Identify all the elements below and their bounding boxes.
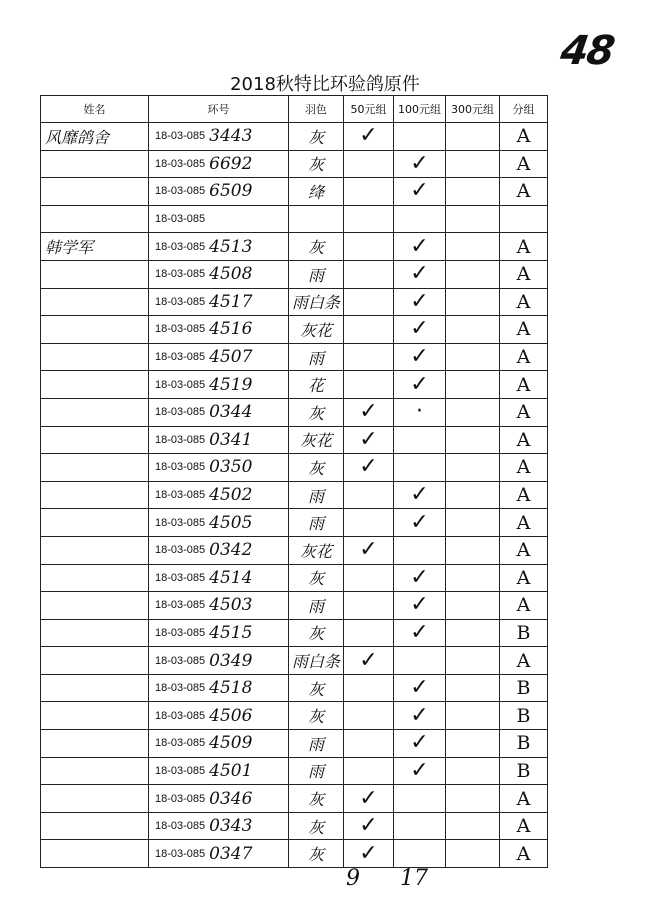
owner-name-cell [41, 592, 149, 620]
group-100-check [394, 536, 446, 564]
ring-number-cell [149, 398, 289, 426]
ring-number-cell [149, 454, 289, 482]
group-300-check [446, 288, 500, 316]
table-row [41, 260, 548, 288]
table-row [41, 509, 548, 537]
owner-name-cell [41, 619, 149, 647]
feather-color-cell: 灰 [289, 398, 344, 426]
ring-suffix: 3443 [209, 126, 253, 147]
feather-color-cell: 雨白条 [289, 288, 344, 316]
group-50-check: ✓ [344, 840, 394, 868]
group-300-check [446, 233, 500, 261]
page-title: 2018秋特比环验鸽原件 [230, 74, 420, 95]
group-50-check [344, 260, 394, 288]
group-300-check [446, 398, 500, 426]
ring-number-cell [149, 730, 289, 758]
group-50-check [344, 288, 394, 316]
table-row [41, 619, 548, 647]
ring-number-cell [149, 564, 289, 592]
group-50-check [344, 619, 394, 647]
owner-name-cell [41, 674, 149, 702]
ring-suffix: 0344 [209, 402, 253, 423]
group-300-check [446, 150, 500, 178]
feather-color-cell: 灰 [289, 785, 344, 813]
feather-color-cell: 雨 [289, 509, 344, 537]
group-50-check: ✓ [344, 785, 394, 813]
ring-prefix: 18-03-085 [155, 130, 206, 143]
feather-color-cell: 灰 [289, 123, 344, 151]
feather-color-cell: 灰 [289, 619, 344, 647]
group-300-check [446, 536, 500, 564]
feather-color-cell: 灰 [289, 674, 344, 702]
header-ring: 环号 [149, 96, 289, 123]
ring-suffix: 4505 [209, 512, 253, 533]
table-row [41, 840, 548, 868]
table-row [41, 785, 548, 813]
feather-color-cell: 灰 [289, 564, 344, 592]
ring-prefix: 18-03-085 [155, 157, 206, 170]
feather-color-cell: 灰 [289, 812, 344, 840]
ring-suffix: 4517 [209, 291, 253, 312]
ring-number-cell [149, 316, 289, 344]
group-50-check [344, 702, 394, 730]
feather-color-cell: 雨 [289, 730, 344, 758]
group-50-check [344, 592, 394, 620]
feather-color-cell: 雨 [289, 343, 344, 371]
ring-suffix: 4507 [209, 347, 253, 368]
group-letter-cell [500, 205, 548, 233]
owner-name-cell [41, 316, 149, 344]
ring-suffix: 0347 [209, 843, 253, 864]
table-row [41, 730, 548, 758]
group-100-check [394, 454, 446, 482]
ring-number-cell [149, 619, 289, 647]
feather-color-cell: 灰 [289, 233, 344, 261]
ring-prefix: 18-03-085 [155, 571, 206, 584]
ring-prefix: 18-03-085 [155, 406, 206, 419]
table-row [41, 205, 548, 233]
table-row [41, 123, 548, 151]
ring-suffix: 4514 [209, 567, 253, 588]
group-50-check: ✓ [344, 536, 394, 564]
group-100-check: · [394, 398, 446, 426]
group-100-check [394, 840, 446, 868]
ring-suffix: 6509 [209, 181, 253, 202]
group-300-check [446, 840, 500, 868]
ring-prefix: 18-03-085 [155, 709, 206, 722]
ring-prefix: 18-03-085 [155, 268, 206, 281]
group-letter-cell: A [500, 426, 548, 454]
ring-prefix: 18-03-085 [155, 213, 206, 226]
group-100-check: ✓ [394, 178, 446, 206]
ring-suffix: 4503 [209, 595, 253, 616]
ring-suffix: 0341 [209, 429, 253, 450]
group-letter-cell: A [500, 647, 548, 675]
group-100-check: ✓ [394, 316, 446, 344]
owner-name-cell [41, 536, 149, 564]
owner-name-cell [41, 812, 149, 840]
group-50-check: ✓ [344, 426, 394, 454]
group-50-check [344, 674, 394, 702]
group-letter-cell: A [500, 785, 548, 813]
group-50-check [344, 178, 394, 206]
ring-number-cell [149, 840, 289, 868]
group-letter-cell: A [500, 150, 548, 178]
ring-prefix: 18-03-085 [155, 847, 206, 860]
ring-number-cell [149, 509, 289, 537]
owner-name-cell [41, 730, 149, 758]
ring-number-cell [149, 123, 289, 151]
group-letter-cell: B [500, 702, 548, 730]
ring-prefix: 18-03-085 [155, 682, 206, 695]
group-300-check [446, 260, 500, 288]
ring-prefix: 18-03-085 [155, 626, 206, 639]
table-row [41, 316, 548, 344]
feather-color-cell [289, 205, 344, 233]
header-name: 姓名 [41, 96, 149, 123]
ring-number-cell [149, 592, 289, 620]
group-100-check: ✓ [394, 702, 446, 730]
header-color: 羽色 [289, 96, 344, 123]
group-100-check [394, 205, 446, 233]
table-row [41, 481, 548, 509]
ring-prefix: 18-03-085 [155, 323, 206, 336]
owner-name-cell [41, 371, 149, 399]
ring-prefix: 18-03-085 [155, 792, 206, 805]
group-300-check [446, 426, 500, 454]
group-100-check [394, 647, 446, 675]
group-50-check [344, 343, 394, 371]
owner-name-cell [41, 840, 149, 868]
header-300: 300元组 [446, 96, 500, 123]
group-letter-cell: A [500, 454, 548, 482]
ring-suffix: 4513 [209, 236, 253, 257]
group-300-check [446, 205, 500, 233]
table-row [41, 564, 548, 592]
ring-suffix: 4516 [209, 319, 253, 340]
owner-name-cell [41, 178, 149, 206]
table-row [41, 454, 548, 482]
footer-count-100: 17 [400, 866, 428, 891]
group-letter-cell: A [500, 536, 548, 564]
group-300-check [446, 316, 500, 344]
table-row [41, 702, 548, 730]
group-300-check [446, 509, 500, 537]
owner-name-cell [41, 260, 149, 288]
group-letter-cell: A [500, 812, 548, 840]
owner-name-cell [41, 288, 149, 316]
feather-color-cell: 灰 [289, 702, 344, 730]
ring-prefix: 18-03-085 [155, 295, 206, 308]
ring-number-cell [149, 426, 289, 454]
group-300-check [446, 123, 500, 151]
group-letter-cell: B [500, 730, 548, 758]
ring-suffix: 4506 [209, 705, 253, 726]
table-row [41, 398, 548, 426]
ring-number-cell [149, 288, 289, 316]
ring-suffix: 4509 [209, 733, 253, 754]
group-50-check: ✓ [344, 647, 394, 675]
group-300-check [446, 647, 500, 675]
table-row [41, 674, 548, 702]
group-letter-cell: B [500, 619, 548, 647]
group-300-check [446, 757, 500, 785]
table-body [41, 123, 548, 868]
ring-suffix: 4515 [209, 622, 253, 643]
table-row [41, 371, 548, 399]
ring-number-cell [149, 343, 289, 371]
feather-color-cell: 灰花 [289, 426, 344, 454]
group-100-check: ✓ [394, 592, 446, 620]
owner-name-cell [41, 564, 149, 592]
table-row [41, 288, 548, 316]
ring-number-cell [149, 536, 289, 564]
group-letter-cell: A [500, 288, 548, 316]
owner-name-cell [41, 481, 149, 509]
feather-color-cell: 灰 [289, 150, 344, 178]
group-100-check [394, 812, 446, 840]
feather-color-cell: 绛 [289, 178, 344, 206]
group-100-check [394, 785, 446, 813]
table-row [41, 812, 548, 840]
group-100-check: ✓ [394, 288, 446, 316]
group-100-check: ✓ [394, 233, 446, 261]
group-300-check [446, 702, 500, 730]
table-row [41, 178, 548, 206]
group-300-check [446, 454, 500, 482]
group-50-check [344, 730, 394, 758]
table-row [41, 647, 548, 675]
ring-prefix: 18-03-085 [155, 185, 206, 198]
ring-suffix: 0342 [209, 540, 253, 561]
group-50-check [344, 316, 394, 344]
feather-color-cell: 灰 [289, 454, 344, 482]
table-row [41, 592, 548, 620]
group-300-check [446, 730, 500, 758]
group-50-check [344, 150, 394, 178]
owner-name-cell: 风靡鸽舍 [41, 123, 149, 151]
feather-color-cell: 雨白条 [289, 647, 344, 675]
feather-color-cell: 灰花 [289, 536, 344, 564]
group-300-check [446, 592, 500, 620]
group-100-check: ✓ [394, 674, 446, 702]
group-letter-cell: A [500, 178, 548, 206]
owner-name-cell [41, 454, 149, 482]
group-50-check [344, 233, 394, 261]
group-100-check: ✓ [394, 260, 446, 288]
ring-number-cell [149, 785, 289, 813]
table-row [41, 757, 548, 785]
ring-prefix: 18-03-085 [155, 764, 206, 777]
ring-prefix: 18-03-085 [155, 240, 206, 253]
ring-number-cell [149, 205, 289, 233]
table-row [41, 150, 548, 178]
group-100-check: ✓ [394, 564, 446, 592]
group-100-check: ✓ [394, 619, 446, 647]
owner-name-cell: 韩学军 [41, 233, 149, 261]
owner-name-cell [41, 150, 149, 178]
ring-suffix: 6692 [209, 153, 253, 174]
group-300-check [446, 371, 500, 399]
owner-name-cell [41, 343, 149, 371]
group-100-check: ✓ [394, 730, 446, 758]
feather-color-cell: 灰 [289, 840, 344, 868]
group-letter-cell: A [500, 316, 548, 344]
group-300-check [446, 619, 500, 647]
feather-color-cell: 雨 [289, 260, 344, 288]
group-300-check [446, 674, 500, 702]
group-letter-cell: A [500, 233, 548, 261]
owner-name-cell [41, 785, 149, 813]
owner-name-cell [41, 205, 149, 233]
ring-prefix: 18-03-085 [155, 351, 206, 364]
table-row [41, 343, 548, 371]
owner-name-cell [41, 509, 149, 537]
group-100-check: ✓ [394, 509, 446, 537]
ring-number-cell [149, 702, 289, 730]
owner-name-cell [41, 426, 149, 454]
group-letter-cell: A [500, 398, 548, 426]
ring-prefix: 18-03-085 [155, 599, 206, 612]
ring-prefix: 18-03-085 [155, 544, 206, 557]
ring-prefix: 18-03-085 [155, 654, 206, 667]
group-50-check [344, 205, 394, 233]
group-50-check: ✓ [344, 812, 394, 840]
group-50-check [344, 564, 394, 592]
group-100-check: ✓ [394, 343, 446, 371]
group-100-check: ✓ [394, 757, 446, 785]
owner-name-cell [41, 757, 149, 785]
ring-prefix: 18-03-085 [155, 461, 206, 474]
ring-suffix: 0349 [209, 650, 253, 671]
group-letter-cell: A [500, 840, 548, 868]
ring-suffix: 0346 [209, 788, 253, 809]
group-300-check [446, 481, 500, 509]
feather-color-cell: 花 [289, 371, 344, 399]
group-50-check [344, 481, 394, 509]
header-50: 50元组 [344, 96, 394, 123]
group-100-check [394, 123, 446, 151]
owner-name-cell [41, 647, 149, 675]
table-row [41, 536, 548, 564]
ring-number-cell [149, 647, 289, 675]
ring-number-cell [149, 178, 289, 206]
group-50-check [344, 757, 394, 785]
header-row [41, 96, 548, 123]
ring-suffix: 4519 [209, 374, 253, 395]
group-50-check: ✓ [344, 398, 394, 426]
header-100: 100元组 [394, 96, 446, 123]
table-row [41, 233, 548, 261]
group-50-check [344, 371, 394, 399]
group-100-check [394, 426, 446, 454]
ring-number-cell [149, 481, 289, 509]
ring-prefix: 18-03-085 [155, 737, 206, 750]
group-300-check [446, 812, 500, 840]
group-300-check [446, 564, 500, 592]
ring-number-cell [149, 260, 289, 288]
feather-color-cell: 雨 [289, 757, 344, 785]
ring-number-cell [149, 233, 289, 261]
page-number: 48 [557, 28, 616, 74]
ring-prefix: 18-03-085 [155, 820, 206, 833]
group-letter-cell: A [500, 371, 548, 399]
ring-prefix: 18-03-085 [155, 378, 206, 391]
ring-suffix: 4518 [209, 678, 253, 699]
group-50-check [344, 509, 394, 537]
group-300-check [446, 785, 500, 813]
feather-color-cell: 雨 [289, 592, 344, 620]
ring-number-cell [149, 757, 289, 785]
ring-suffix: 0350 [209, 457, 253, 478]
group-300-check [446, 343, 500, 371]
feather-color-cell: 灰花 [289, 316, 344, 344]
ring-number-cell [149, 674, 289, 702]
group-100-check: ✓ [394, 150, 446, 178]
owner-name-cell [41, 702, 149, 730]
ring-prefix: 18-03-085 [155, 489, 206, 502]
ring-number-cell [149, 150, 289, 178]
ring-prefix: 18-03-085 [155, 516, 206, 529]
group-100-check: ✓ [394, 371, 446, 399]
group-50-check: ✓ [344, 454, 394, 482]
group-letter-cell: A [500, 509, 548, 537]
ring-prefix: 18-03-085 [155, 433, 206, 446]
ring-suffix: 4508 [209, 264, 253, 285]
group-letter-cell: B [500, 757, 548, 785]
group-letter-cell: B [500, 674, 548, 702]
group-50-check: ✓ [344, 123, 394, 151]
group-letter-cell: A [500, 481, 548, 509]
table-row [41, 426, 548, 454]
group-letter-cell: A [500, 343, 548, 371]
group-letter-cell: A [500, 564, 548, 592]
ring-suffix: 4501 [209, 760, 253, 781]
ring-suffix: 0343 [209, 816, 253, 837]
ring-suffix: 4502 [209, 485, 253, 506]
feather-color-cell: 雨 [289, 481, 344, 509]
group-100-check: ✓ [394, 481, 446, 509]
ring-number-cell [149, 371, 289, 399]
ring-number-cell [149, 812, 289, 840]
footer-count-50: 9 [346, 866, 360, 891]
group-300-check [446, 178, 500, 206]
group-letter-cell: A [500, 260, 548, 288]
group-letter-cell: A [500, 123, 548, 151]
group-letter-cell: A [500, 592, 548, 620]
owner-name-cell [41, 398, 149, 426]
header-group: 分组 [500, 96, 548, 123]
pigeon-table [40, 95, 548, 868]
